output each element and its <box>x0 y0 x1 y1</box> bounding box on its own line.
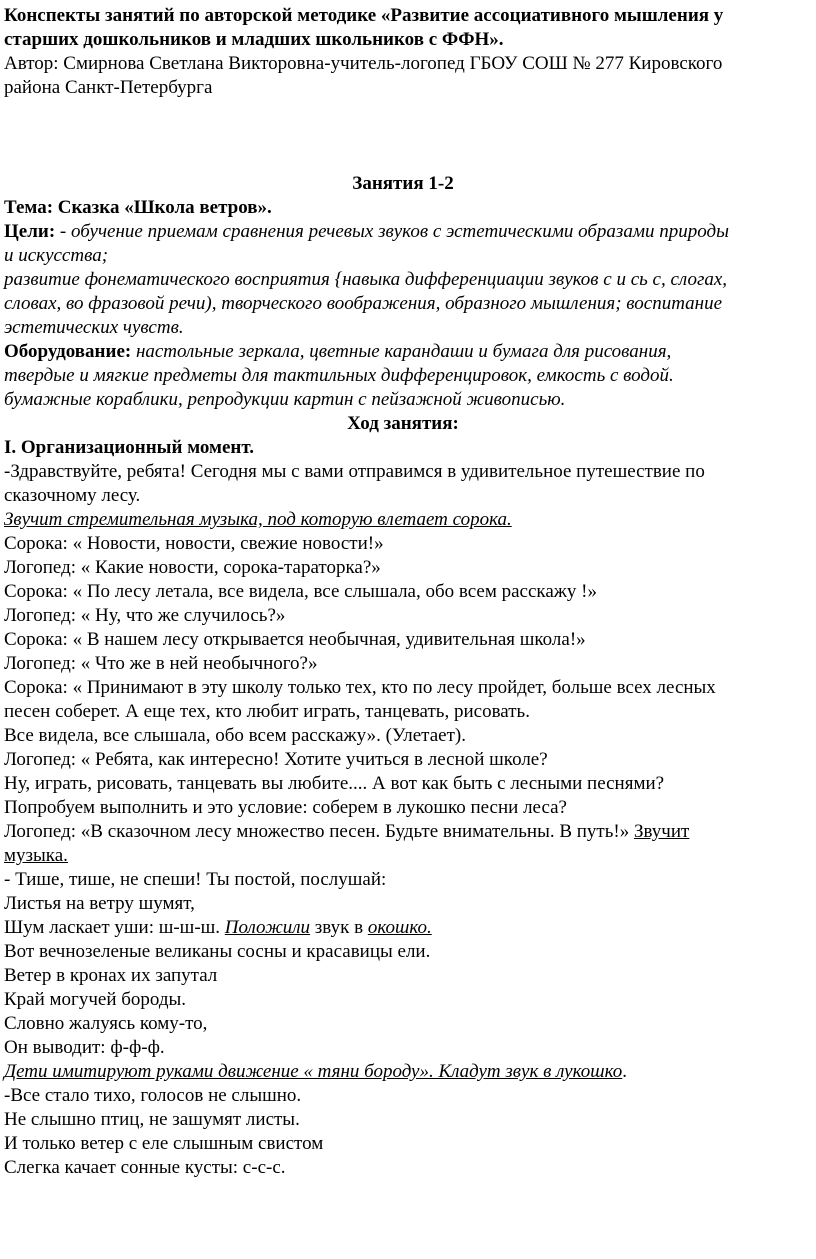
text-line-20 <box>4 916 802 940</box>
author-line-2: района Санкт-Петербурга <box>4 77 213 98</box>
text-line-24: Словно жалуясь кому-то, <box>4 1013 208 1034</box>
text-line-25: Он выводит: ф-ф-ф. <box>4 1037 165 1058</box>
text-line-6: Сорока: « По лесу летала, все видела, все слышала, обо всем расскажу !» <box>4 581 598 602</box>
goals-line-1 <box>4 220 802 244</box>
stage-direction-3b: окошко. <box>367 917 432 938</box>
text-line-27: -Все стало тихо, голосов не слышно. <box>4 1085 302 1106</box>
text-line-18: - Тише, тише, не спеши! Ты постой, послушай: <box>4 869 387 890</box>
document-title-line-1: Конспекты занятий по авторской методике «Развитие ассоциативного мышления у <box>4 5 724 26</box>
equipment-line-1 <box>4 340 802 364</box>
author-line-1: Автор: Смирнова Светлана Викторовна-учитель-логопед ГБОУ СОШ № 277 Кировского <box>4 53 723 74</box>
document-title-line-2: старших дошкольников и младших школьников с ФФН». <box>4 29 504 50</box>
text-line-30: Слегка качает сонные кусты: с-с-с. <box>4 1157 286 1178</box>
text-line-26-end: . <box>622 1061 628 1082</box>
text-line-22: Ветер в кронах их запутал <box>4 965 218 986</box>
equipment-line-3: бумажные кораблики, репродукции картин с пейзажной живописью. <box>4 389 566 410</box>
text-line-12: Все видела, все слышала, обо всем расскажу». (Улетает). <box>4 725 466 746</box>
course-heading: Ход занятия: <box>347 413 459 434</box>
stage-direction-1: Звучит стремительная музыка, под которую влетает сорока. <box>4 509 512 530</box>
text-line-16-main: Логопед: «В сказочном лесу множество песен. Будьте внимательны. В путь!» <box>4 821 634 842</box>
stage-direction-2-cont: музыка. <box>4 845 68 866</box>
text-line-14: Ну, играть, рисовать, танцевать вы любите.... А вот как быть с лесными песнями? <box>4 773 665 794</box>
equipment-line-2: твердые и мягкие предметы для тактильных дифференцировок, емкость с водой. <box>4 365 674 386</box>
text-line-8: Сорока: « В нашем лесу открывается необычная, удивительная школа!» <box>4 629 586 650</box>
text-line-28: Не слышно птиц, не зашумят листы. <box>4 1109 300 1130</box>
text-line-11: песен соберет. А еще тех, кто любит играть, танцевать, рисовать. <box>4 701 530 722</box>
text-line-23: Край могучей бороды. <box>4 989 187 1010</box>
goals-label: Цели: <box>4 221 56 242</box>
stage-direction-4: Дети имитируют руками движение « тяни бороду». Кладут звук в лукошко <box>4 1061 623 1082</box>
text-line-2: сказочному лесу. <box>4 485 141 506</box>
stage-direction-2: Звучит <box>633 821 690 842</box>
text-line-1: -Здравствуйте, ребята! Сегодня мы с вами отправимся в удивительное путешествие по <box>4 461 705 482</box>
goals-line-2: и искусства; <box>4 245 109 266</box>
text-line-15: Попробуем выполнить и это условие: соберем в лукошко песни леса? <box>4 797 567 818</box>
spacer <box>4 100 802 172</box>
text-line-7: Логопед: « Ну, что же случилось?» <box>4 605 286 626</box>
lesson-heading: Занятия 1-2 <box>352 173 454 194</box>
text-line-10: Сорока: « Принимают в эту школу только тех, кто по лесу пройдет, больше всех лесных <box>4 677 716 698</box>
text-line-26 <box>4 1060 802 1084</box>
equipment-text-1: настольные зеркала, цветные карандаши и бумага для рисования, <box>131 341 672 362</box>
text-line-9: Логопед: « Что же в ней необычного?» <box>4 653 318 674</box>
text-line-20-mid: звук в <box>310 917 368 938</box>
text-line-29: И только ветер с еле слышным свистом <box>4 1133 324 1154</box>
goals-line-3: развитие фонематического восприятия {навыка дифференциации звуков с и сь с, слогах, <box>4 269 728 290</box>
goals-line-4: словах, во фразовой речи), творческого воображения, образного мышления; воспитание <box>4 293 723 314</box>
goals-text-1: - обучение приемам сравнения речевых звуков с эстетическими образами природы <box>55 221 729 242</box>
text-line-20-main: Шум ласкает уши: ш-ш-ш. <box>4 917 225 938</box>
lesson-topic: Тема: Сказка «Школа ветров». <box>4 197 272 218</box>
equipment-label: Оборудование: <box>4 341 132 362</box>
text-line-16 <box>4 820 802 844</box>
stage-direction-3a: Положили <box>224 917 311 938</box>
text-line-21: Вот вечнозеленые великаны сосны и красавицы ели. <box>4 941 431 962</box>
text-line-13: Логопед: « Ребята, как интересно! Хотите учиться в лесной школе? <box>4 749 548 770</box>
text-line-5: Логопед: « Какие новости, сорока-тараторка?» <box>4 557 381 578</box>
text-line-4: Сорока: « Новости, новости, свежие новости!» <box>4 533 384 554</box>
goals-line-5: эстетических чувств. <box>4 317 184 338</box>
text-line-19: Листья на ветру шумят, <box>4 893 195 914</box>
section-heading-1: I. Организационный момент. <box>4 437 255 458</box>
